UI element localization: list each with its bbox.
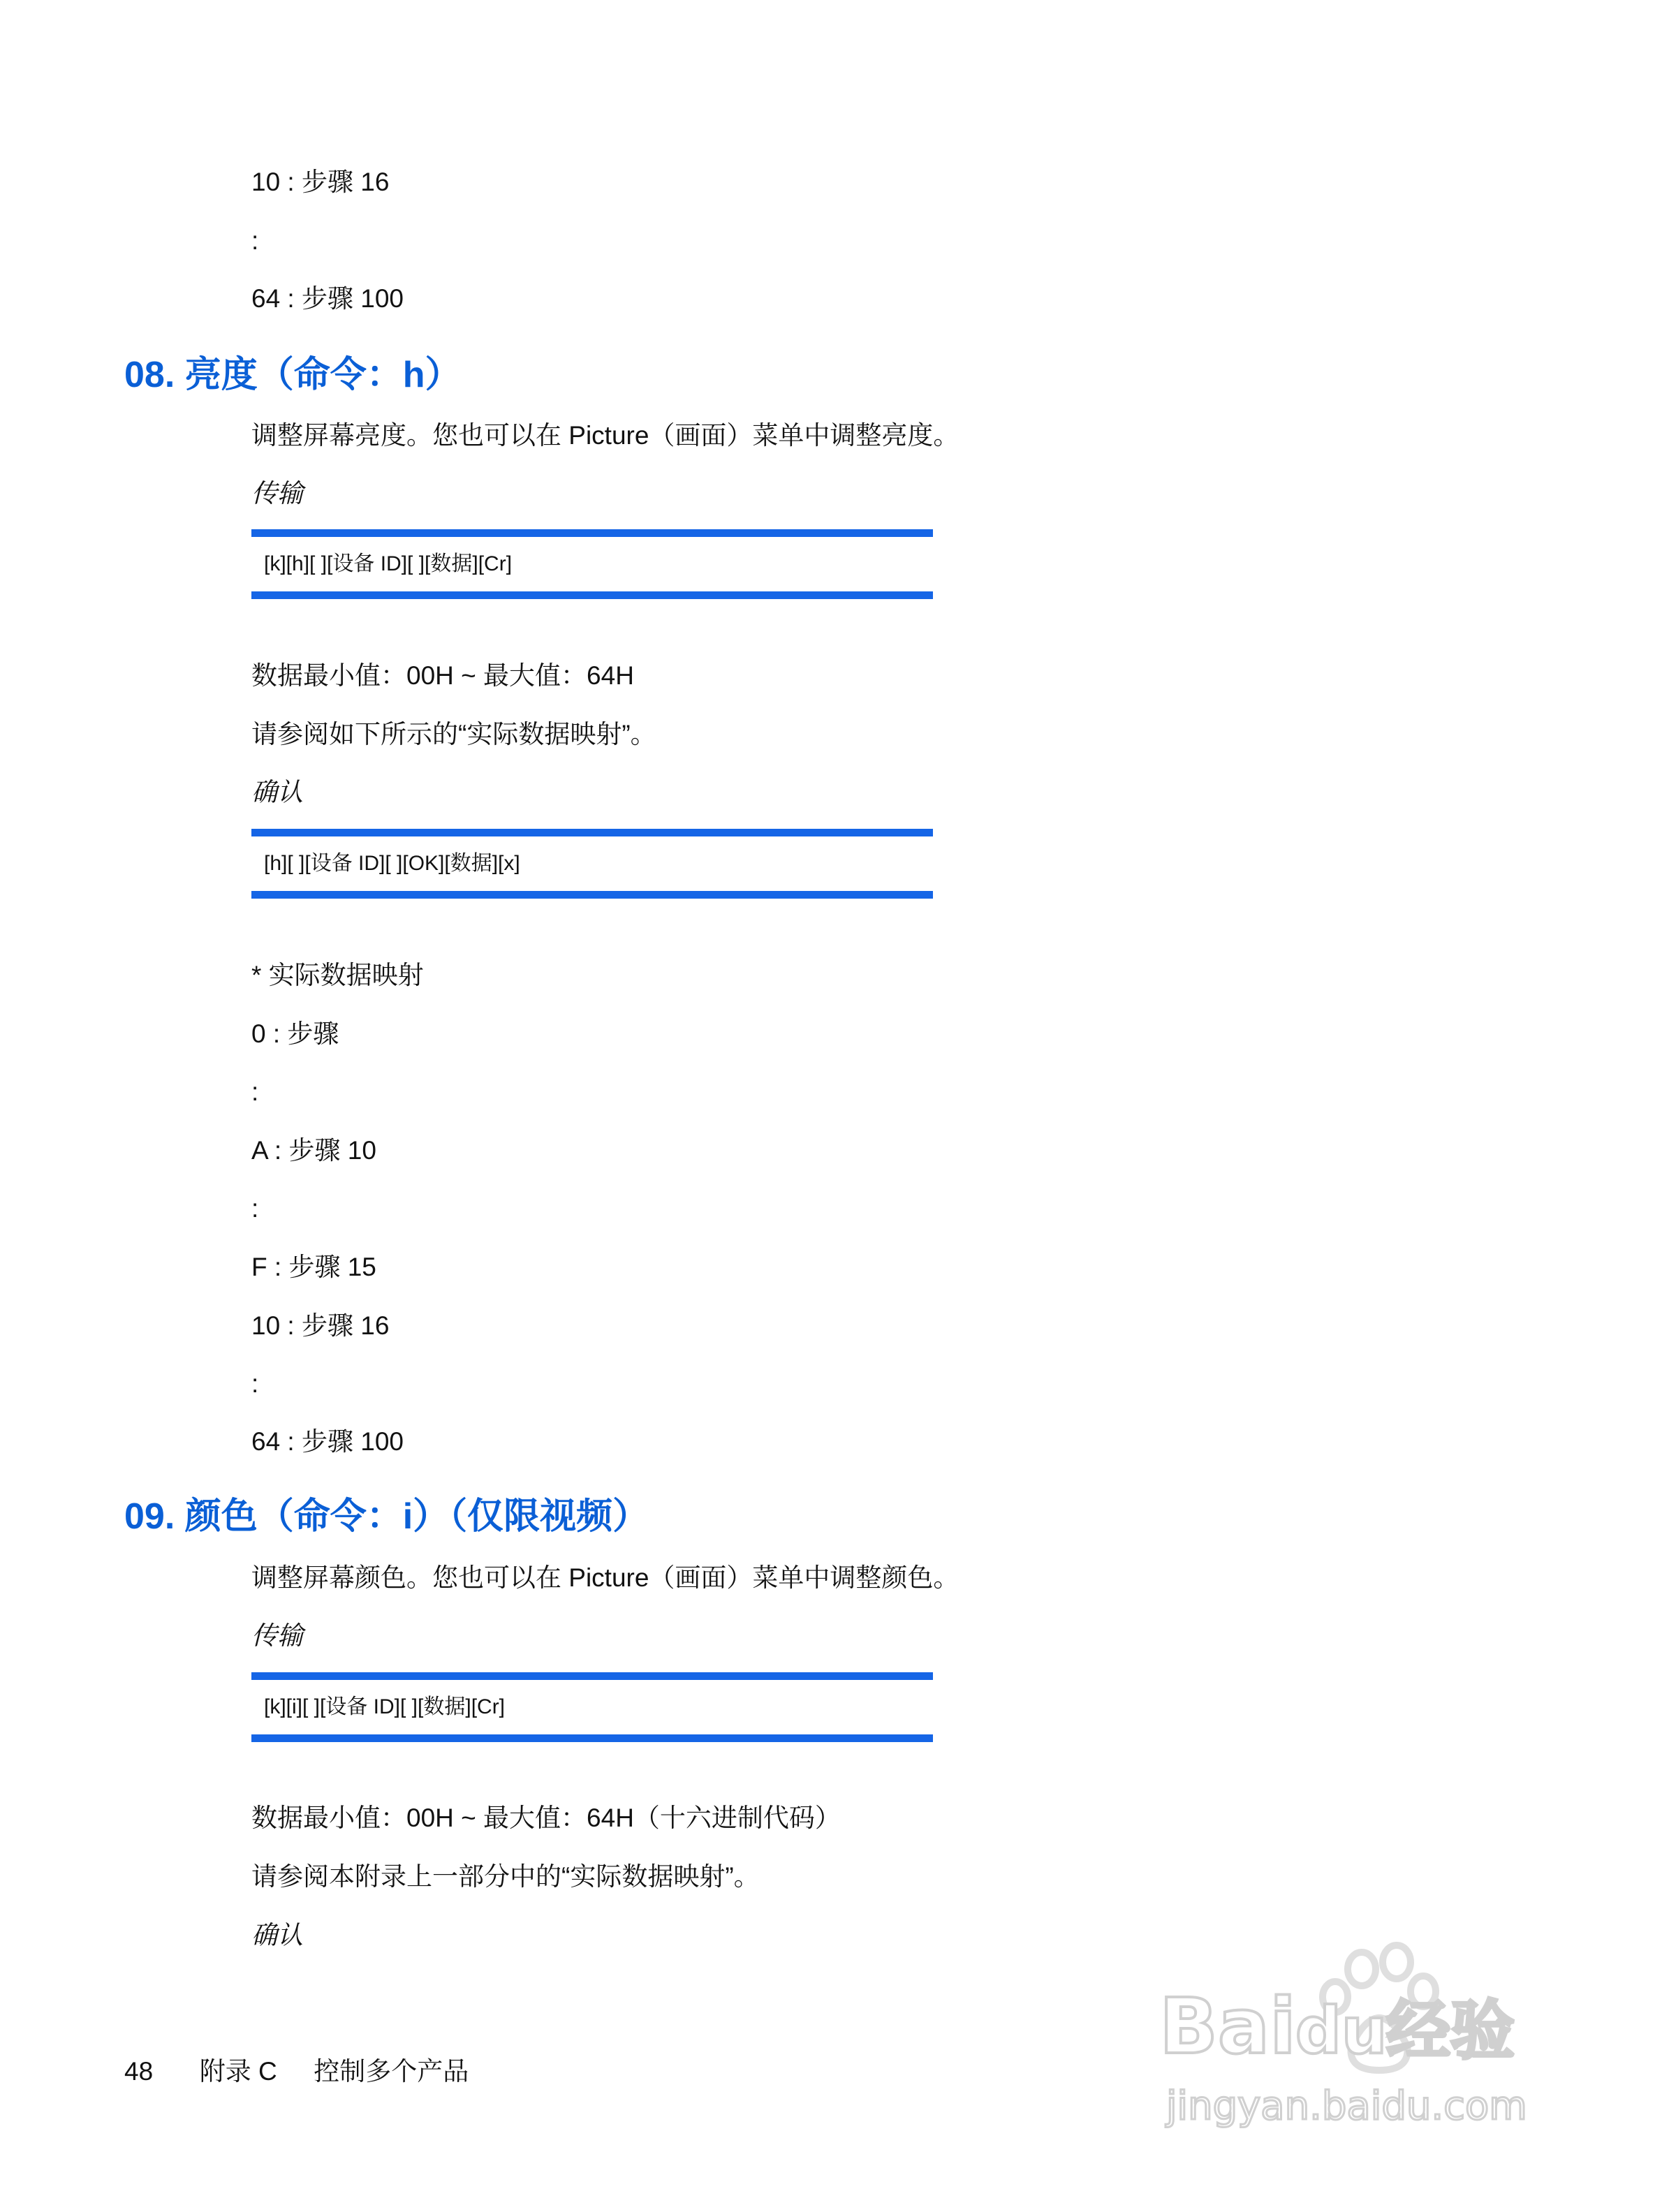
data-range: 数据最小值：00H ~ 最大值：64H xyxy=(251,661,634,690)
page-footer xyxy=(124,2056,469,2088)
transmit-label: 传输 xyxy=(251,479,303,508)
section-09-heading: 09. 颜色（命令：i）（仅限视频） xyxy=(124,1496,649,1537)
appendix-label: 附录 C xyxy=(199,2057,277,2086)
ack-command: [h][ ][设备 ID][ ][OK][数据][x] xyxy=(264,852,520,875)
map-line: : xyxy=(251,1369,259,1398)
map-title: * 实际数据映射 xyxy=(251,961,424,989)
transmit-command: [k][i][ ][设备 ID][ ][数据][Cr] xyxy=(264,1695,506,1718)
ack-command-box xyxy=(251,829,933,899)
map-line: 0 : 步骤 xyxy=(251,1019,339,1048)
see-reference: 请参阅本附录上一部分中的“实际数据映射”。 xyxy=(251,1862,760,1891)
transmit-label: 传输 xyxy=(251,1621,303,1650)
ack-label: 确认 xyxy=(251,778,303,806)
ack-label: 确认 xyxy=(251,1921,303,1949)
map-line: 10 : 步骤 16 xyxy=(251,1311,390,1340)
chapter-title: 控制多个产品 xyxy=(314,2057,469,2086)
map-line: F : 步骤 15 xyxy=(251,1253,376,1281)
see-reference: 请参阅如下所示的“实际数据映射”。 xyxy=(251,720,656,749)
map-line: : xyxy=(251,1077,259,1106)
baidu-jingyan-watermark xyxy=(1152,1941,1543,2137)
transmit-command: [k][h][ ][设备 ID][ ][数据][Cr] xyxy=(264,552,513,575)
svg-text:jingyan.baidu.com: jingyan.baidu.com xyxy=(1166,2084,1527,2129)
map-line: 10 : 步骤 16 xyxy=(251,168,390,196)
map-line: : xyxy=(251,226,259,255)
section-08-intro: 调整屏幕亮度。您也可以在 Picture（画面）菜单中调整亮度。 xyxy=(251,421,959,450)
svg-text:Bai: Bai xyxy=(1159,1982,1296,2071)
section-09-intro: 调整屏幕颜色。您也可以在 Picture（画面）菜单中调整颜色。 xyxy=(251,1563,959,1592)
map-line: A : 步骤 10 xyxy=(251,1136,376,1165)
page-number: 48 xyxy=(124,2057,154,2086)
svg-text:du: du xyxy=(1295,1993,1388,2068)
map-line: : xyxy=(251,1194,259,1223)
map-line: 64 : 步骤 100 xyxy=(251,1427,404,1456)
data-range: 数据最小值：00H ~ 最大值：64H（十六进制代码） xyxy=(251,1804,841,1832)
section-08-heading: 08. 亮度（命令：h） xyxy=(124,355,462,395)
transmit-command-box xyxy=(251,529,933,599)
map-line: 64 : 步骤 100 xyxy=(251,284,404,313)
svg-text:经验: 经验 xyxy=(1386,1993,1515,2068)
transmit-command-box xyxy=(251,1672,933,1742)
